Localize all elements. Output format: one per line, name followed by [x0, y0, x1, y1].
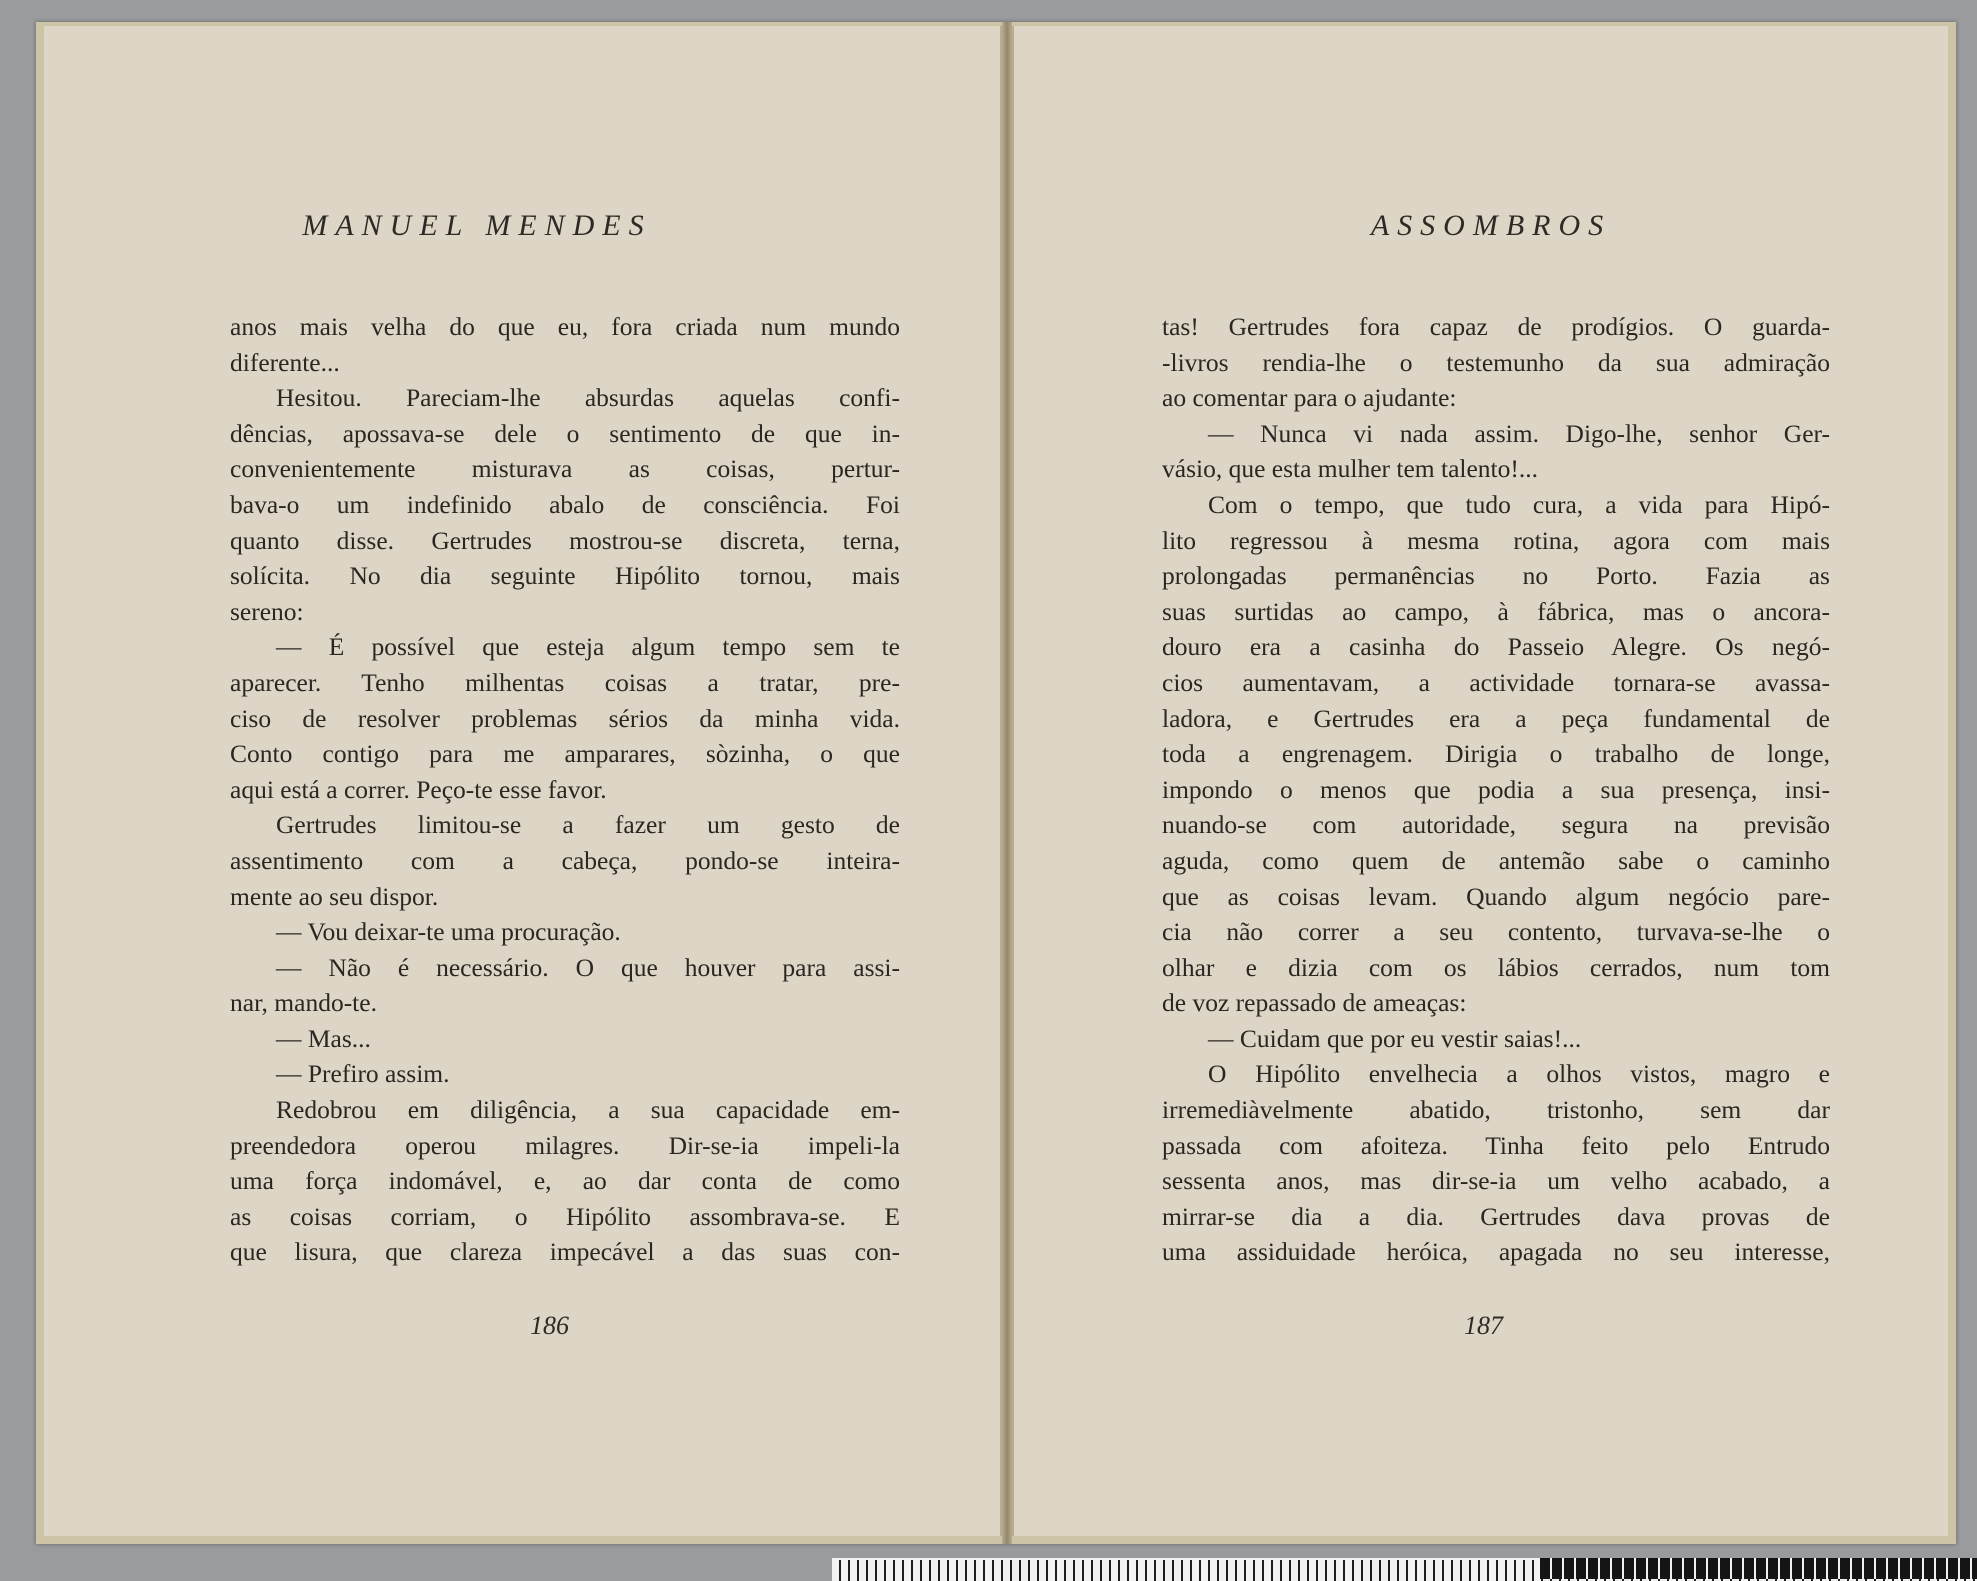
- text-line: vásio, que esta mulher tem talento!...: [1162, 454, 1539, 484]
- text-line: nar, mando-te.: [230, 988, 377, 1018]
- running-head-left: MANUEL MENDES: [302, 209, 652, 242]
- scale-ruler-band: [1540, 1558, 1977, 1579]
- text-line: -livros rendia-lhe o testemunho da sua admiração: [1162, 347, 1830, 377]
- text-line: assentimento com a cabeça, pondo-se inteira-: [230, 845, 900, 875]
- text-line: sereno:: [230, 596, 304, 626]
- text-line: — Vou deixar-te uma procuração.: [276, 917, 621, 947]
- text-line: diferente...: [230, 347, 340, 377]
- text-line: olhar e dizia com os lábios cerrados, num tom: [1162, 952, 1830, 982]
- right-page-text: [1162, 309, 1830, 1270]
- text-line: as coisas corriam, o Hipólito assombrava-se. E: [230, 1201, 900, 1231]
- text-line: convenientemente misturava as coisas, pertur-: [230, 454, 900, 484]
- text-line: Conto contigo para me amparares, sòzinha, o que: [230, 739, 900, 769]
- text-line: Gertrudes limitou-se a fazer um gesto de: [276, 810, 900, 840]
- page-number-left: 186: [530, 1311, 569, 1340]
- text-line: tas! Gertrudes fora capaz de prodígios. O guarda-: [1162, 312, 1830, 341]
- text-line: bava-o um indefinido abalo de consciência. Foi: [230, 489, 900, 519]
- text-line: que lisura, que clareza impecável a das suas con-: [230, 1237, 900, 1267]
- text-line: ao comentar para o ajudante:: [1162, 383, 1457, 413]
- right-page: [1012, 26, 1948, 1536]
- text-line: aguda, como quem de antemão sabe o caminho: [1162, 845, 1830, 875]
- text-line: — Nunca vi nada assim. Digo-lhe, senhor Ger-: [1208, 418, 1830, 448]
- text-line: — Cuidam que por eu vestir saias!...: [1208, 1023, 1582, 1053]
- text-line: ladora, e Gertrudes era a peça fundamental de: [1162, 703, 1830, 733]
- text-line: lito regressou à mesma rotina, agora com mais: [1162, 525, 1830, 555]
- left-page-text: [230, 309, 900, 1270]
- text-line: preendedora operou milagres. Dir-se-ia impeli-la: [230, 1130, 900, 1160]
- text-line: toda a engrenagem. Dirigia o trabalho de longe,: [1162, 739, 1830, 769]
- text-line: que as coisas levam. Quando algum negócio pare-: [1162, 881, 1830, 911]
- text-line: Redobrou em diligência, a sua capacidade em-: [276, 1095, 900, 1125]
- text-line: sessenta anos, mas dir-se-ia um velho acabado, a: [1162, 1166, 1830, 1196]
- text-line: aqui está a correr. Peço-te esse favor.: [230, 774, 607, 804]
- text-line: — Mas...: [276, 1023, 371, 1053]
- text-line: quanto disse. Gertrudes mostrou-se discreta, terna,: [230, 525, 900, 555]
- text-line: passada com afoiteza. Tinha feito pelo Entrudo: [1162, 1130, 1830, 1160]
- left-page: [44, 26, 1002, 1536]
- text-line: irremediàvelmente abatido, tristonho, sem dar: [1162, 1095, 1830, 1125]
- text-line: Hesitou. Pareciam-lhe absurdas aquelas confi-: [276, 383, 900, 413]
- book-gutter: [1002, 22, 1012, 1544]
- text-line: douro era a casinha do Passeio Alegre. Os negó-: [1162, 632, 1830, 662]
- text-line: O Hipólito envelhecia a olhos vistos, magro e: [1208, 1059, 1830, 1089]
- text-line: mente ao seu dispor.: [230, 881, 439, 911]
- text-line: — É possível que esteja algum tempo sem te: [276, 632, 900, 662]
- running-head-right: ASSOMBROS: [1370, 209, 1612, 242]
- text-line: dências, apossava-se dele o sentimento de que in-: [230, 418, 900, 448]
- text-line: anos mais velha do que eu, fora criada num mundo: [230, 312, 900, 341]
- text-line: uma força indomável, e, ao dar conta de como: [230, 1166, 900, 1196]
- text-line: Com o tempo, que tudo cura, a vida para Hipó-: [1208, 489, 1830, 519]
- text-line: mirrar-se dia a dia. Gertrudes dava provas de: [1162, 1201, 1830, 1231]
- text-line: cia não correr a seu contento, turvava-se-lhe o: [1162, 917, 1830, 947]
- text-line: nuando-se com autoridade, segura na previsão: [1162, 810, 1830, 840]
- text-line: uma assiduidade heróica, apagada no seu interesse,: [1162, 1237, 1830, 1267]
- text-line: impondo o menos que podia a sua presença, insi-: [1162, 774, 1830, 804]
- text-line: aparecer. Tenho milhentas coisas a tratar, pre-: [230, 667, 900, 697]
- text-line: ciso de resolver problemas sérios da minha vida.: [230, 703, 900, 733]
- book-spread: [36, 22, 1956, 1544]
- text-line: suas surtidas ao campo, à fábrica, mas o ancora-: [1162, 596, 1830, 626]
- text-line: — Prefiro assim.: [276, 1059, 450, 1089]
- page-number-right: 187: [1464, 1311, 1503, 1340]
- text-line: prolongadas permanências no Porto. Fazia as: [1162, 561, 1830, 591]
- text-line: de voz repassado de ameaças:: [1162, 988, 1467, 1018]
- text-line: cios aumentavam, a actividade tornara-se avassa-: [1162, 667, 1830, 697]
- text-line: solícita. No dia seguinte Hipólito tornou, mais: [230, 561, 900, 591]
- text-line: — Não é necessário. O que houver para assi-: [276, 952, 900, 982]
